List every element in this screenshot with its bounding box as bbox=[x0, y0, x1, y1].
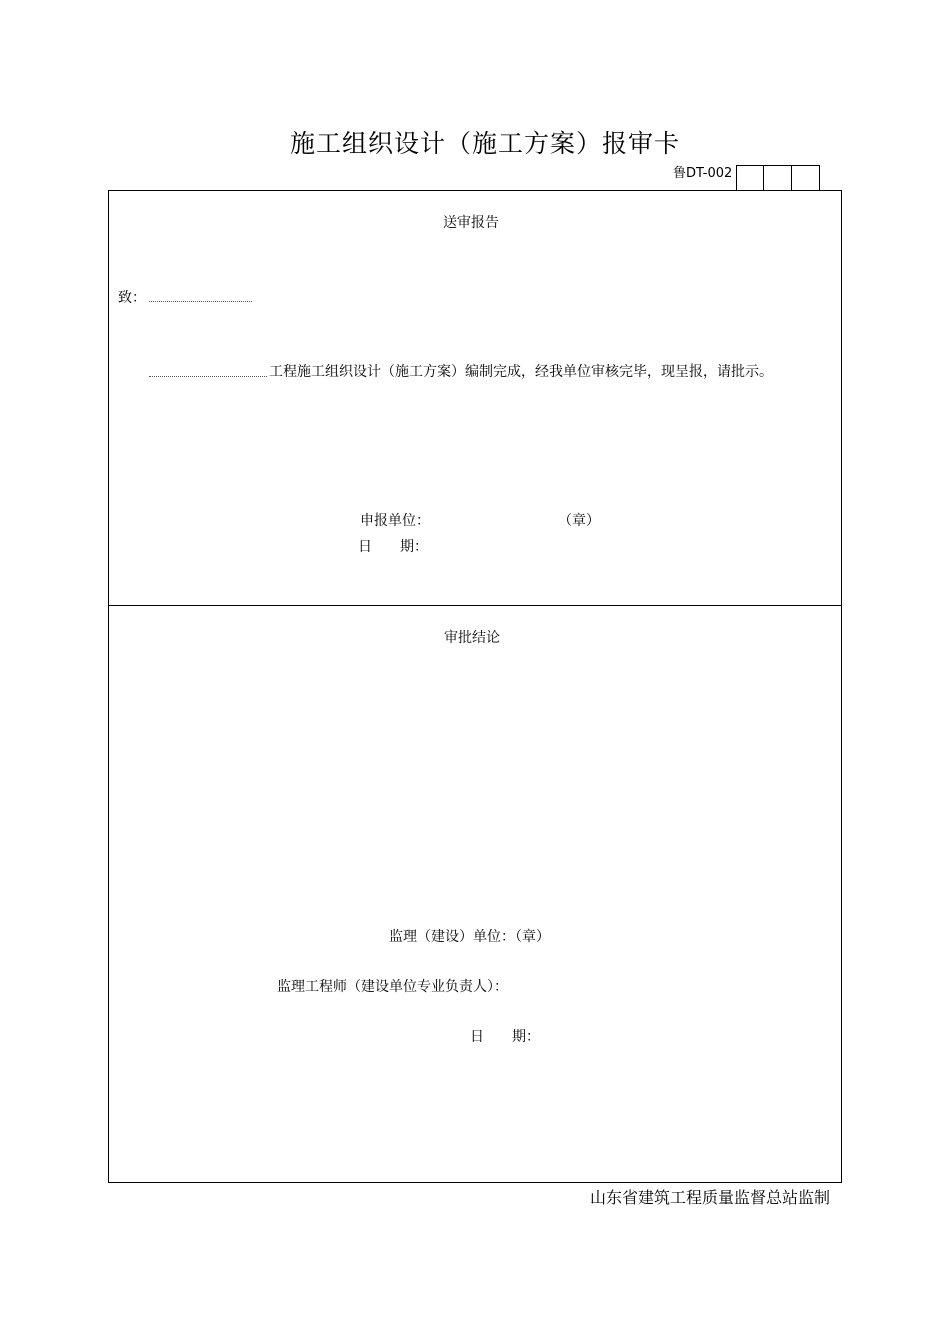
approval-date-label: 日 期： bbox=[470, 1029, 540, 1045]
section-divider bbox=[108, 605, 842, 606]
code-box-1 bbox=[736, 165, 764, 190]
report-body-text: 工程施工组织设计（施工方案）编制完成，经我单位审核完毕，现呈报，请批示。 bbox=[269, 364, 773, 380]
to-label: 致： bbox=[118, 290, 146, 306]
submit-unit-label: 申报单位： bbox=[360, 513, 430, 529]
supervising-engineer-label: 监理工程师（建设单位专业负责人）： bbox=[277, 979, 508, 995]
recipient-field[interactable] bbox=[149, 301, 252, 302]
project-name-field[interactable] bbox=[149, 376, 267, 377]
seal-label: （章） bbox=[558, 513, 600, 529]
page-title: 施工组织设计（施工方案）报审卡 bbox=[289, 129, 680, 158]
report-date-label: 日 期： bbox=[358, 539, 428, 555]
approval-heading: 审批结论 bbox=[444, 630, 500, 646]
code-box-2 bbox=[763, 165, 792, 190]
form-code: 鲁DT-002 bbox=[673, 166, 733, 181]
report-heading: 送审报告 bbox=[443, 215, 499, 231]
code-box-3 bbox=[791, 165, 820, 190]
issuer-footer: 山东省建筑工程质量监督总站监制 bbox=[590, 1188, 831, 1207]
supervision-unit-label: 监理（建设）单位：（章） bbox=[389, 929, 550, 945]
